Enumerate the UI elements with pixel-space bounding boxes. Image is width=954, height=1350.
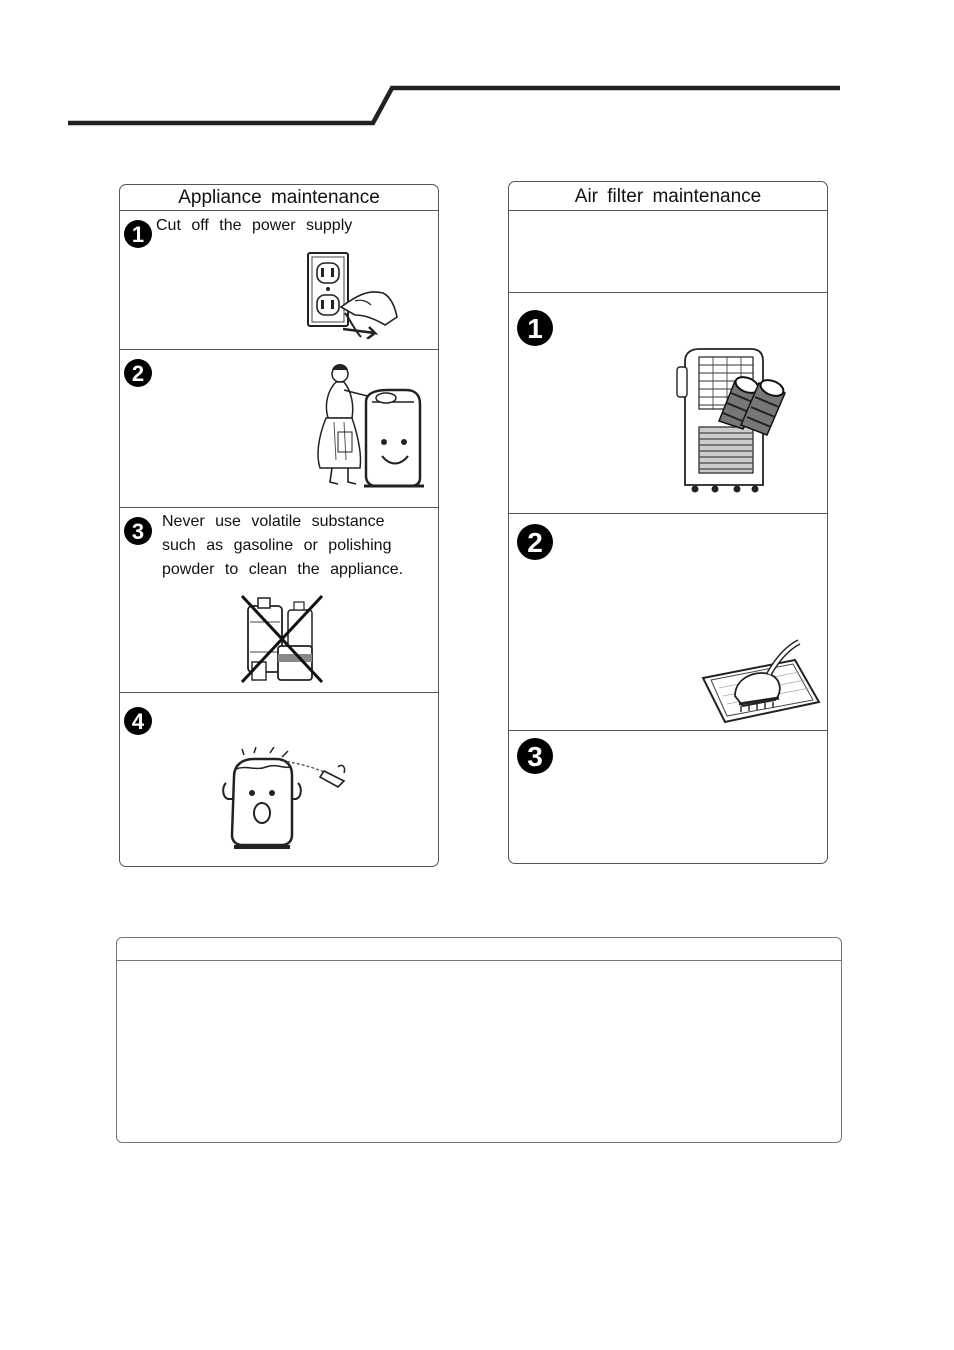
filter-step-number-3-badge: 3 [517,738,553,774]
appliance-step-1-text: Cut off the power supply [156,217,353,234]
header-rule [0,0,954,140]
step-number-4-badge: 4 [124,707,152,735]
air-filter-step-3 [509,731,827,862]
appliance-step-3 [120,508,438,693]
air-filter-intro [509,211,827,293]
air-filter-step-1 [509,293,827,514]
step-number-1-badge: 1 [124,220,152,248]
air-filter-step-2 [509,514,827,731]
note-box [116,937,842,1143]
appliance-step-3-line-3: powder to clean the appliance. [162,561,404,578]
air-filter-maintenance-title: Air filter maintenance [509,182,827,211]
unplug-outlet-illustration [305,251,400,339]
filter-step-number-2-badge: 2 [517,524,553,560]
appliance-step-3-line-2: such as gasoline or polishing [162,537,392,554]
portable-air-conditioner-with-hoses-illustration [675,345,793,501]
filter-vacuum-cleaning-illustration [695,638,823,724]
step-number-2-badge: 2 [124,359,152,387]
filter-step-number-1-badge: 1 [517,310,553,346]
step-number-3-badge: 3 [124,517,152,545]
appliance-maintenance-panel [119,184,439,867]
appliance-step-4 [120,693,438,865]
appliance-step-1 [120,211,438,350]
appliance-step-2 [120,350,438,508]
woman-wiping-appliance-illustration [308,360,426,490]
appliance-maintenance-title: Appliance maintenance [120,185,438,211]
crossed-out-solvent-cans-illustration [238,592,328,684]
note-box-header [117,938,841,961]
appliance-step-3-line-1: Never use volatile substance [162,513,385,530]
air-filter-maintenance-panel [508,181,828,864]
appliance-water-spray-illustration [220,747,348,851]
